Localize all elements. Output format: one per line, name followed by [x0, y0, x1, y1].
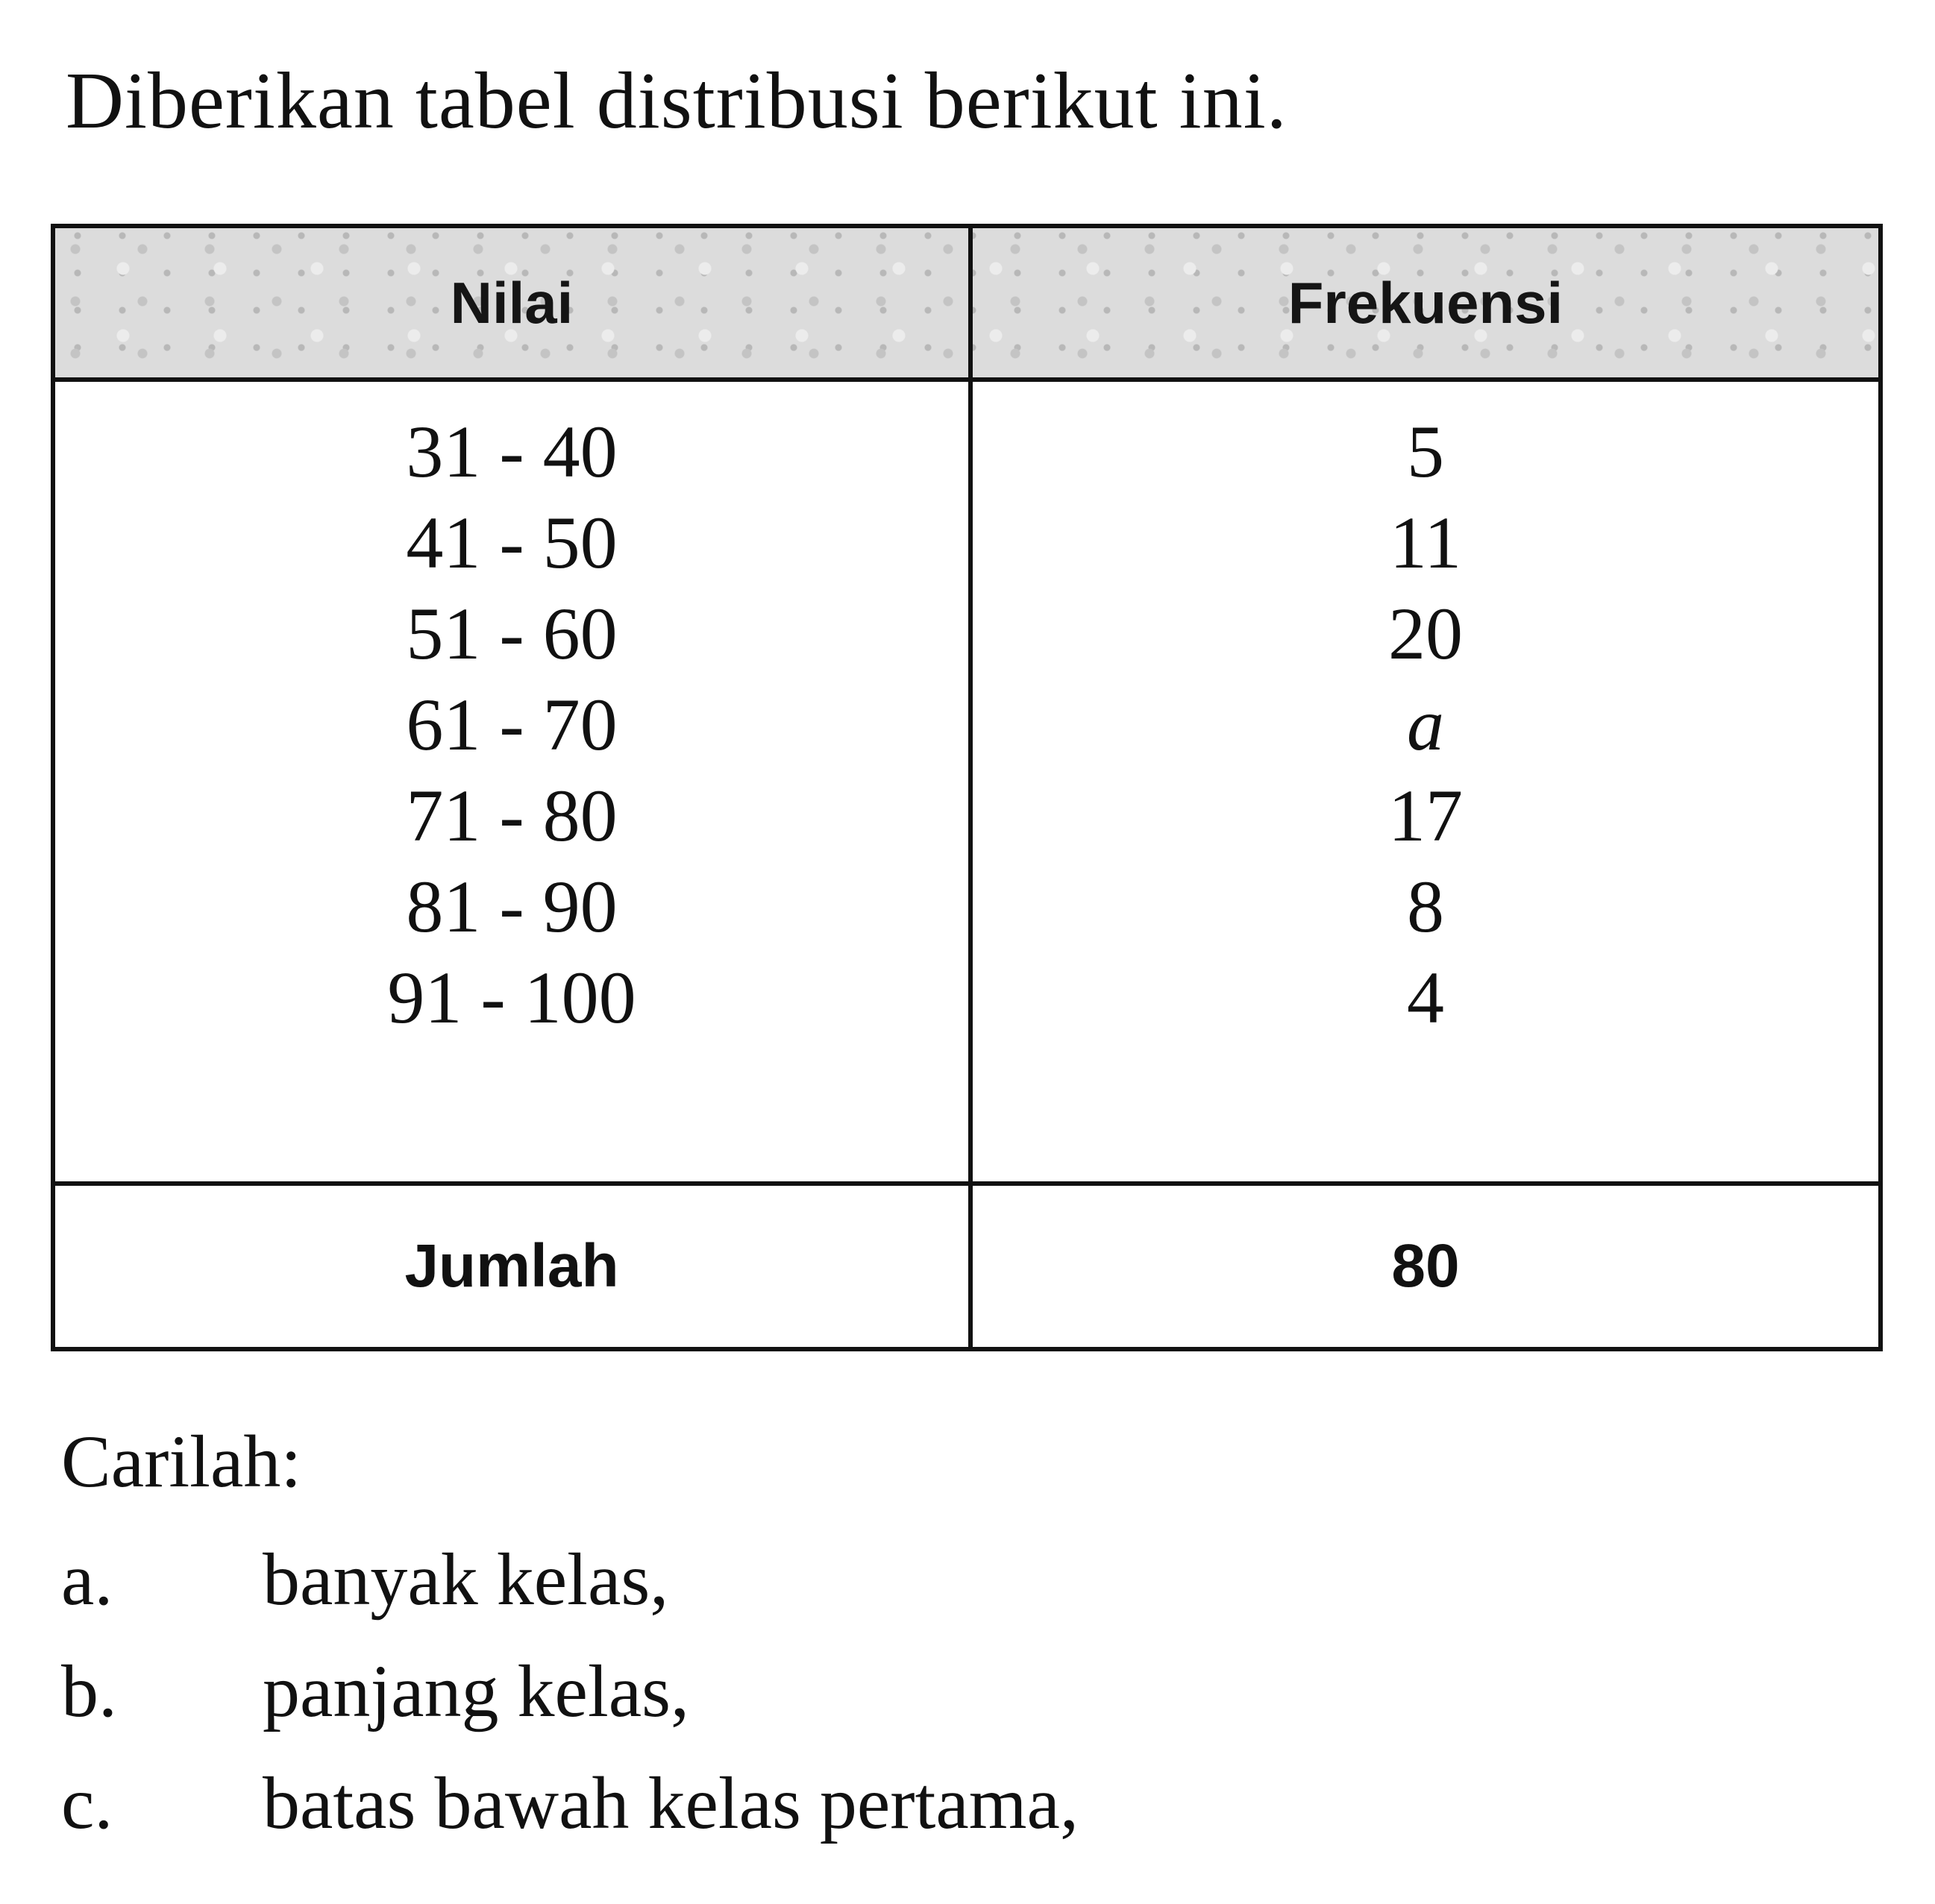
table-row: [55, 406, 1878, 497]
question-text: batas bawah kelas pertama,: [263, 1762, 1079, 1844]
question-item: [61, 1538, 669, 1621]
question-item: [61, 1650, 690, 1732]
question-letter: a.: [61, 1538, 113, 1621]
header-frekuensi: Frekuensi: [1288, 269, 1564, 336]
nilai-cell: 31 - 40: [406, 409, 618, 493]
frekuensi-cell: 17: [1388, 773, 1463, 857]
question-letter: b.: [61, 1650, 117, 1732]
total-value: 80: [1391, 1232, 1460, 1300]
table-row: [55, 770, 1878, 861]
table-body: [55, 406, 1878, 1043]
frekuensi-cell: 4: [1407, 955, 1444, 1039]
nilai-cell: 61 - 70: [406, 682, 618, 766]
prompt-text: Carilah:: [61, 1420, 302, 1503]
distribution-table: [51, 224, 1883, 1351]
question-text: banyak kelas,: [263, 1538, 669, 1621]
table-row: [55, 861, 1878, 952]
header-nilai: Nilai: [450, 269, 574, 336]
intro-text: Diberikan tabel distribusi berikut ini.: [66, 57, 1288, 145]
question-text: panjang kelas,: [263, 1650, 690, 1732]
frekuensi-cell: 20: [1388, 591, 1463, 675]
total-label: Jumlah: [404, 1232, 619, 1300]
frekuensi-cell: a: [1407, 682, 1444, 766]
nilai-cell: 71 - 80: [406, 773, 618, 857]
nilai-cell: 81 - 90: [406, 864, 618, 948]
frekuensi-cell: 8: [1407, 864, 1444, 948]
question-letter: c.: [61, 1762, 113, 1844]
table-row: [55, 679, 1878, 770]
question-item: [61, 1762, 1079, 1844]
nilai-cell: 51 - 60: [406, 591, 618, 675]
nilai-cell: 91 - 100: [387, 955, 636, 1039]
frekuensi-cell: 11: [1389, 500, 1462, 584]
table-row: [55, 497, 1878, 588]
table-row: [55, 588, 1878, 679]
table-row: [55, 952, 1878, 1043]
frekuensi-cell: 5: [1407, 409, 1444, 493]
nilai-cell: 41 - 50: [406, 500, 618, 584]
